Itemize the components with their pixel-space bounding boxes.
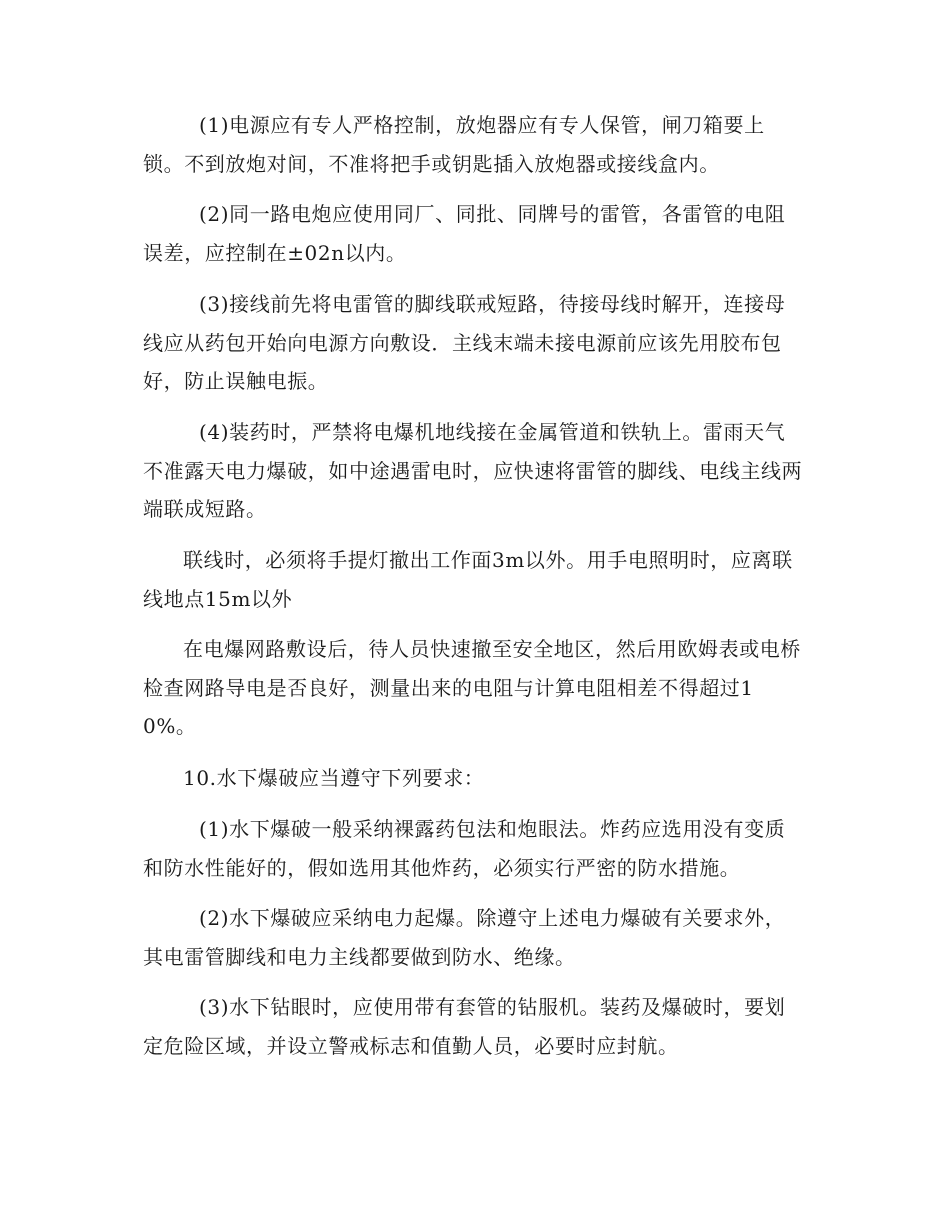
- paragraph-2: (2)同一路电炮应使用同厂、同批、同牌号的雷管，各雷管的电阻误差，应控制在±02n以内。: [143, 202, 786, 265]
- paragraph-7: (1)水下爆破一般采纳裸露药包法和炮眼法。炸药应选用没有变质和防水性能好的，假如选用其他炸药，必须实行严密的防水措施。: [143, 817, 786, 880]
- paragraph-8: (2)水下爆破应采纳电力起爆。除遵守上述电力爆破有关要求外，其电雷管脚线和电力主线都要做到防水、绝缘。: [143, 906, 786, 969]
- section-heading-10: 10.水下爆破应当遵守下列要求：: [183, 766, 485, 790]
- paragraph-3: (3)接线前先将电雷管的脚线联戒短路，待接母线时解开，连接母线应从药包开始向电源方向敷设．主线末端未接电源前应该先用胶布包好，防止误触电振。: [143, 292, 786, 393]
- paragraph-6: 在电爆网路敷设后，待人员快速撤至安全地区，然后用欧姆表或电桥检查网路导电是否良好，测量出来的电阻与计算电阻相差不得超过10%。: [143, 637, 801, 738]
- paragraph-4: (4)装药时，严禁将电爆机地线接在金属管道和铁轨上。雷雨天气不准露天电力爆破，如中途遇雷电时，应快速将雷管的脚线、电线主线两端联成短路。: [143, 420, 803, 521]
- paragraph-1: (1)电源应有专人严格控制，放炮器应有专人保管，闸刀箱要上锁。不到放炮对间，不准将把手或钥匙插入放炮器或接线盒内。: [143, 113, 765, 176]
- paragraph-9: (3)水下钻眼时，应使用带有套管的钻服机。装药及爆破时，要划定危险区域，并设立警戒标志和值勤人员，必要时应封航。: [143, 995, 786, 1058]
- paragraph-5: 联线时，必须将手提灯撤出工作面3m以外。用手电照明时，应离联线地点15m以外: [143, 548, 793, 611]
